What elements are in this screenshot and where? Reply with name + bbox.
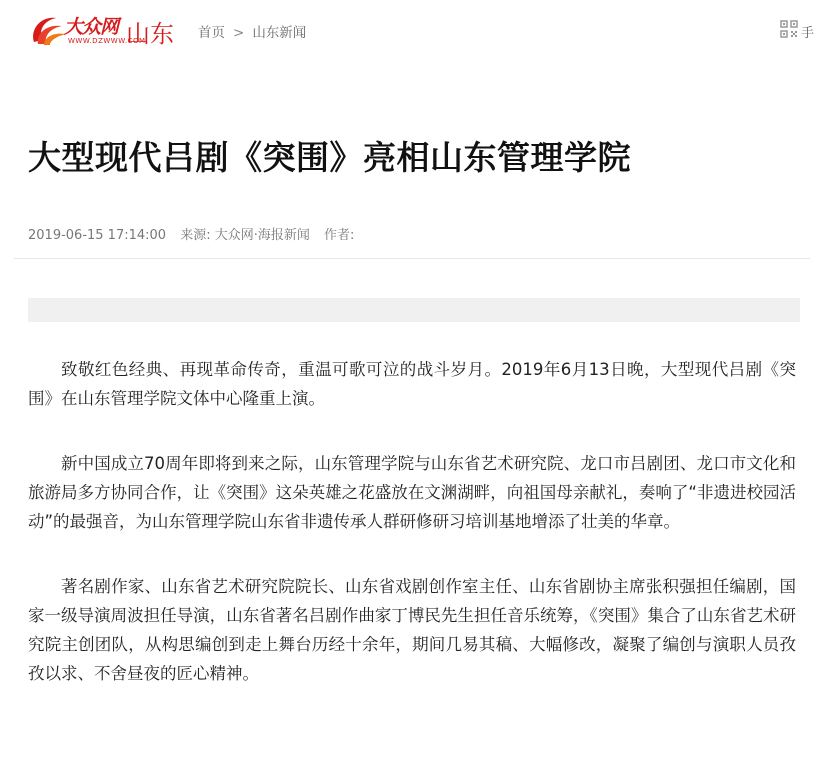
breadcrumb xyxy=(198,21,306,41)
logo-region-text: 山东 xyxy=(126,20,174,48)
breadcrumb-shandong-news-link[interactable]: 山东新闻 xyxy=(252,25,307,41)
article-paragraph: 新中国成立70周年即将到来之际，山东管理学院与山东省艺术研究院、龙口市吕剧团、龙口市文化和旅游局多方协同合作，让《突围》这朵英雄之花盛放在文渊湖畔，向祖国母亲献礼，奏响了“非遗进校园活动”的最强音，为山东管理学院山东省非遗传承人群研修研习培训基地增添了壮美的华章。 xyxy=(28,454,796,531)
toolbar-label[interactable]: 手 xyxy=(801,26,814,41)
logo-brand-text: 大众网 xyxy=(64,16,119,38)
article-meta xyxy=(28,224,364,243)
logo-swirl-icon xyxy=(28,12,68,48)
summary-placeholder-bar xyxy=(28,298,800,322)
logo-url-text: WWW.DZWWW.COM xyxy=(68,37,146,45)
site-logo[interactable] xyxy=(28,10,178,50)
article-author: 作者: xyxy=(324,228,355,243)
breadcrumb-home-link[interactable]: 首页 xyxy=(198,25,225,41)
publish-datetime: 2019-06-15 17:14:00 xyxy=(28,228,167,243)
article-title: 大型现代吕剧《突围》亮相山东管理学院 xyxy=(28,138,631,177)
qr-code-icon[interactable] xyxy=(780,20,798,38)
site-header xyxy=(0,0,814,60)
article-source: 来源: 大众网·海报新闻 xyxy=(180,228,310,243)
article-paragraph: 著名剧作家、山东省艺术研究院院长、山东省戏剧创作室主任、山东省剧协主席张积强担任编剧，国家一级导演周波担任导演，山东省著名吕剧作曲家丁博民先生担任音乐统筹，《突围》集合了山东省艺术研究院主创团队，从构思编创到走上舞台历经十余年，期间几易其稿、大幅修改，凝聚了编创与演职人员孜孜以求、不舍昼夜的匠心精神。 xyxy=(28,577,796,683)
article-body xyxy=(28,355,796,724)
breadcrumb-separator: > xyxy=(233,25,245,41)
article-paragraph: 致敬红色经典、再现革命传奇，重温可歌可泣的战斗岁月。2019年6月13日晚，大型现代吕剧《突围》在山东管理学院文体中心隆重上演。 xyxy=(28,360,796,408)
header-divider xyxy=(14,258,810,259)
